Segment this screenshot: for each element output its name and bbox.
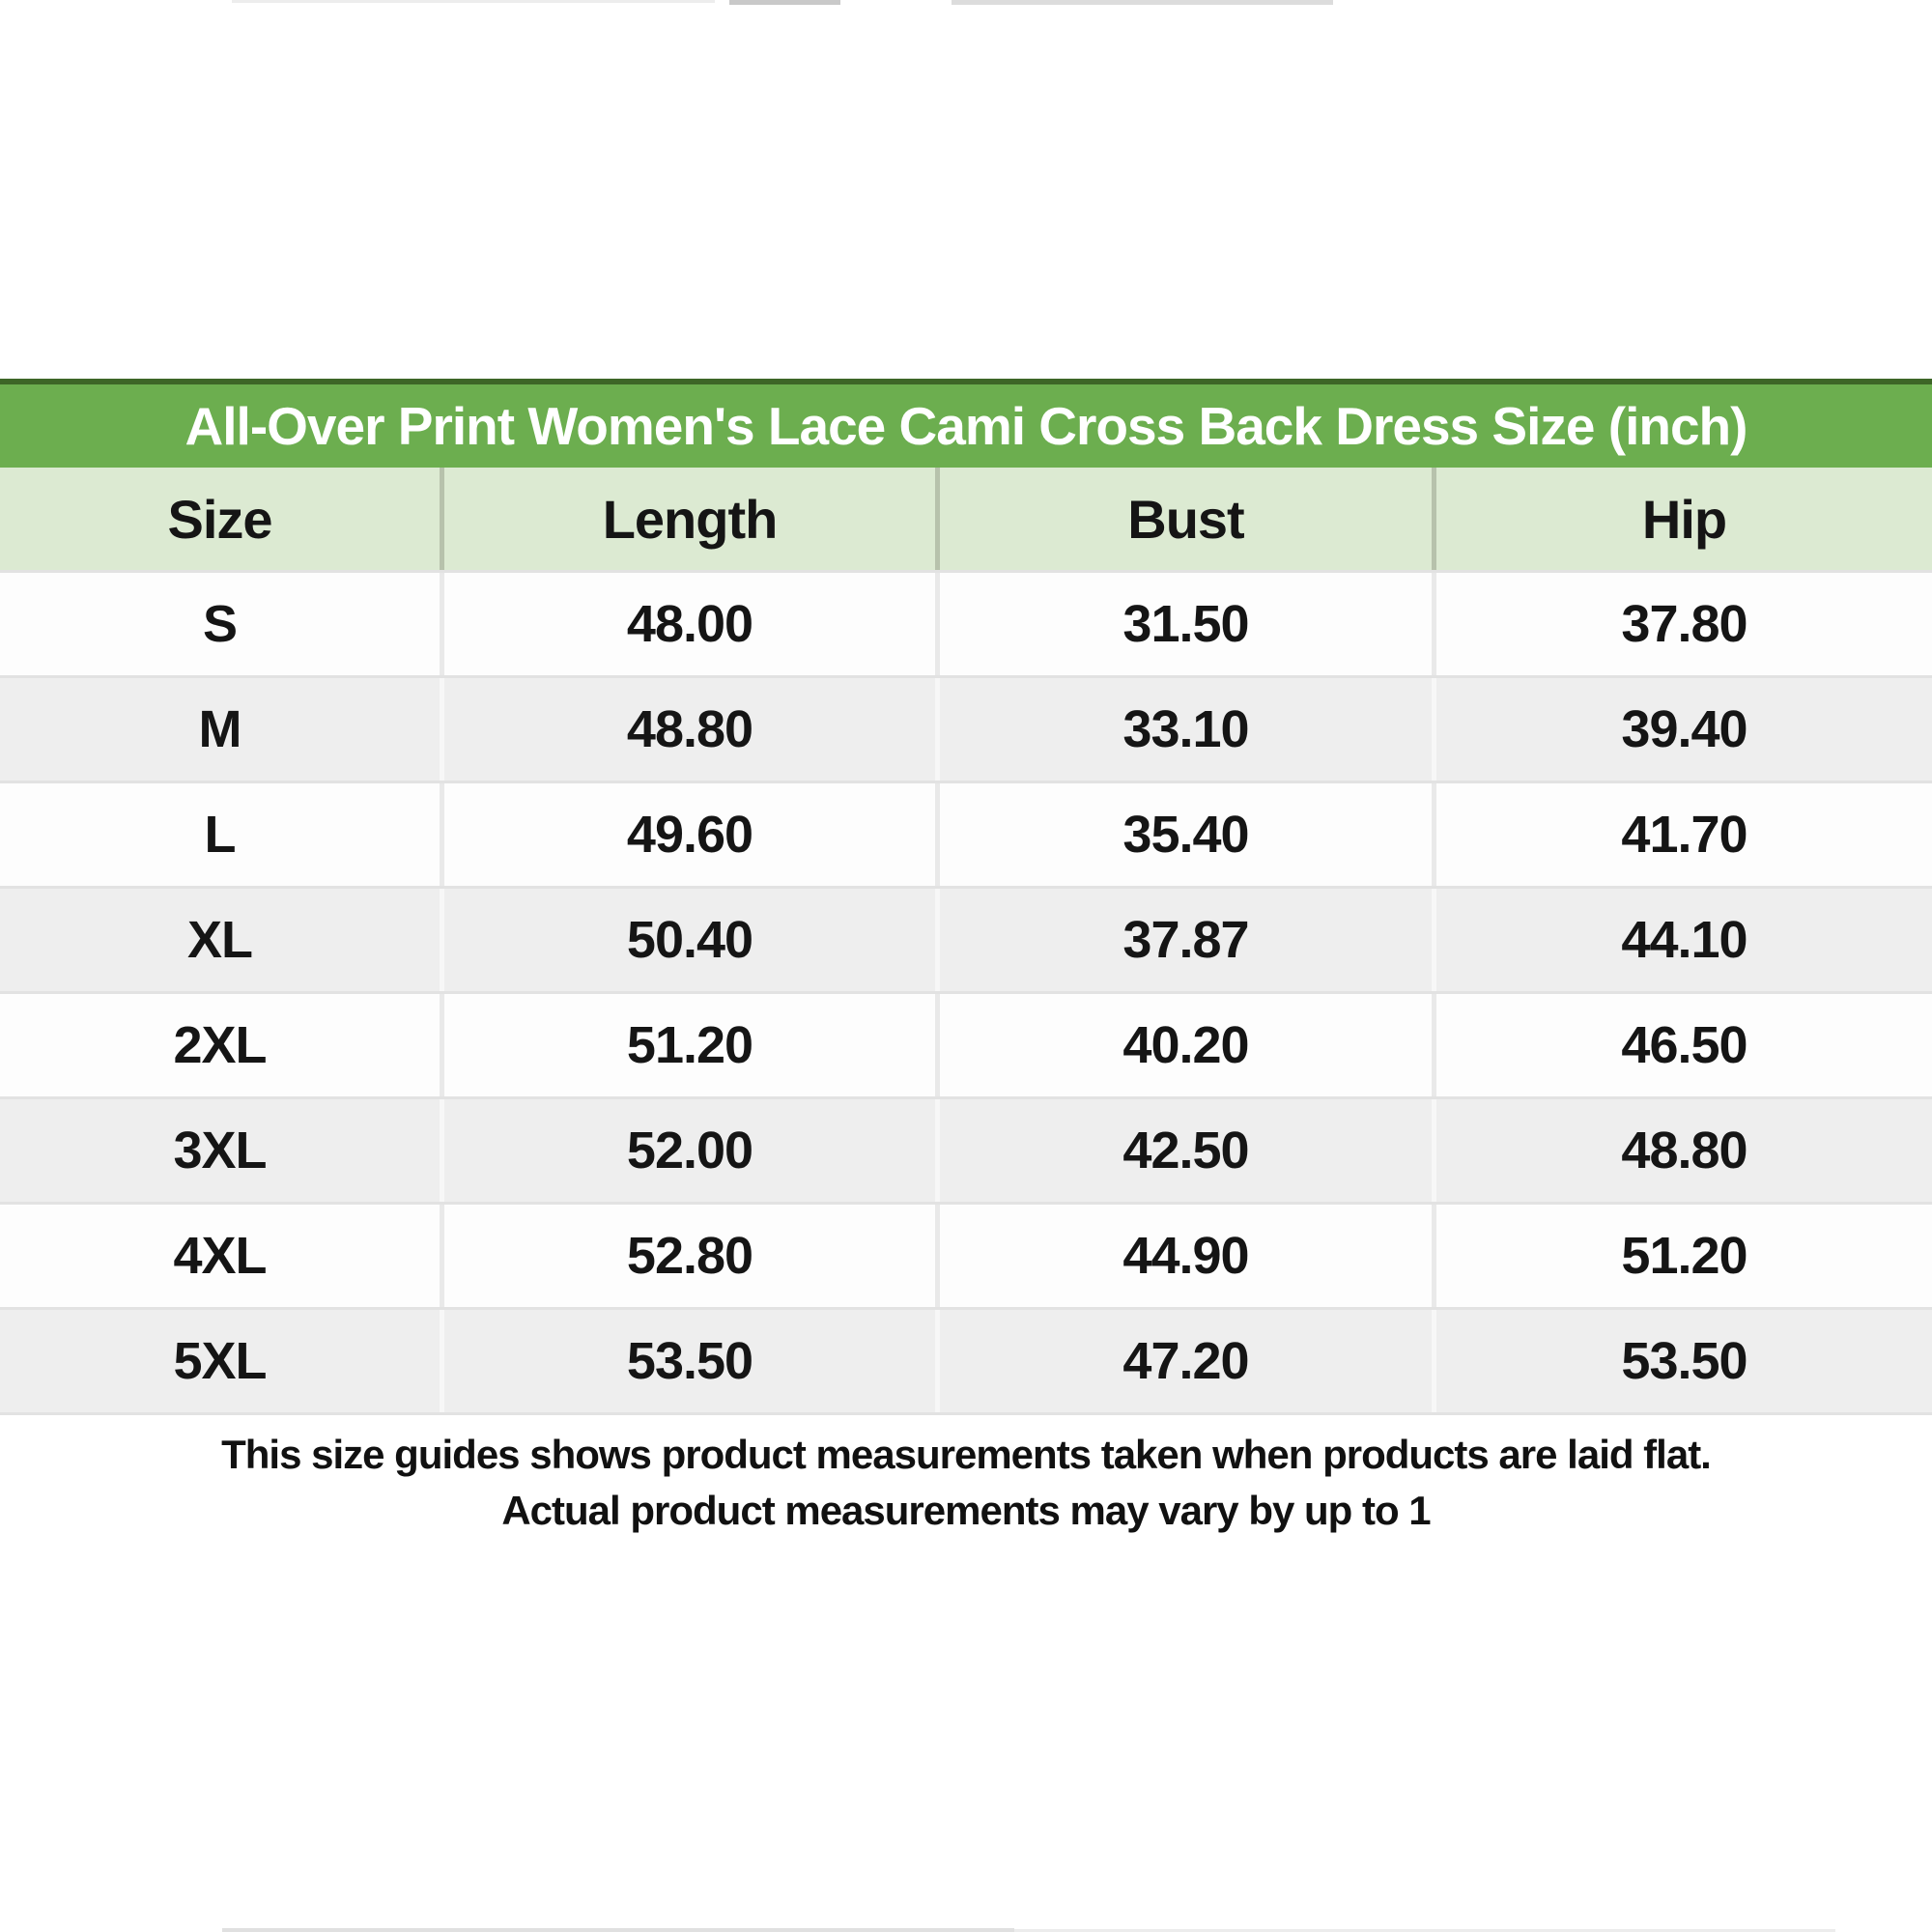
length-cell: 49.60 [444, 783, 940, 886]
size-cell: M [0, 678, 444, 781]
size-cell: 2XL [0, 994, 444, 1096]
bust-cell: 35.40 [940, 783, 1436, 886]
column-header-bust: Bust [940, 468, 1436, 570]
length-cell: 52.80 [444, 1205, 940, 1307]
length-cell: 48.00 [444, 573, 940, 675]
bust-cell: 40.20 [940, 994, 1436, 1096]
size-cell: 3XL [0, 1099, 444, 1202]
hip-cell: 44.10 [1621, 911, 1747, 969]
table-row-xl [0, 886, 1932, 991]
disclaimer-line-1: This size guides shows product measurements taken when products are laid flat. [221, 1432, 1711, 1477]
column-header-hip: Hip [1641, 488, 1727, 550]
size-cell: L [0, 783, 444, 886]
length-cell: 53.50 [444, 1310, 940, 1412]
table-title: All-Over Print Women's Lace Cami Cross Back Dress Size (inch) [0, 379, 1932, 468]
size-chart-table [0, 379, 1932, 1548]
bust-cell: 37.87 [940, 889, 1436, 991]
disclaimer-line-2: Actual product measurements may vary by up to 1 [501, 1488, 1431, 1533]
bust-cell: 42.50 [940, 1099, 1436, 1202]
size-cell: S [0, 573, 444, 675]
hip-cell: 46.50 [1621, 1016, 1747, 1074]
cropped-artifact-top-left [232, 0, 715, 3]
size-cell: 5XL [0, 1310, 444, 1412]
length-cell: 52.00 [444, 1099, 940, 1202]
column-header-size: Size [0, 468, 444, 570]
size-cell: XL [0, 889, 444, 991]
length-cell: 48.80 [444, 678, 940, 781]
hip-cell: 48.80 [1621, 1122, 1747, 1179]
hip-cell: 53.50 [1621, 1332, 1747, 1390]
table-header-row [0, 468, 1932, 570]
hip-cell: 39.40 [1621, 700, 1747, 758]
bust-cell: 44.90 [940, 1205, 1436, 1307]
table-row-l [0, 781, 1932, 886]
cropped-artifact-bottom-left [222, 1928, 1014, 1932]
length-cell: 51.20 [444, 994, 940, 1096]
measurement-disclaimer [0, 1412, 1932, 1548]
hip-cell: 51.20 [1621, 1227, 1747, 1285]
table-row-m [0, 675, 1932, 781]
bust-cell: 31.50 [940, 573, 1436, 675]
table-row-s [0, 570, 1932, 675]
table-row-5xl [0, 1307, 1932, 1412]
length-cell: 50.40 [444, 889, 940, 991]
cropped-artifact-top-center [729, 0, 840, 5]
hip-cell: 41.70 [1621, 806, 1747, 864]
bust-cell: 33.10 [940, 678, 1436, 781]
column-header-length: Length [444, 468, 940, 570]
size-cell: 4XL [0, 1205, 444, 1307]
bust-cell: 47.20 [940, 1310, 1436, 1412]
hip-cell: 37.80 [1621, 595, 1747, 653]
table-row-3xl [0, 1096, 1932, 1202]
table-row-4xl [0, 1202, 1932, 1307]
table-row-2xl [0, 991, 1932, 1096]
cropped-artifact-top-right [952, 0, 1333, 5]
